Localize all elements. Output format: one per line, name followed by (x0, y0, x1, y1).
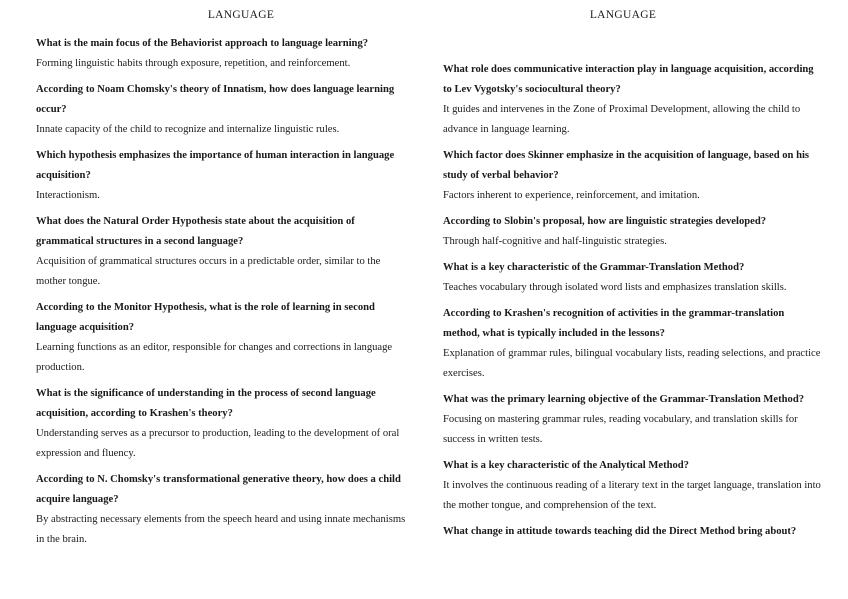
qa-item (36, 384, 408, 464)
answer: Through half-cognitive and half-linguistic strategies. (443, 236, 667, 247)
question: What was the primary learning objective of the Grammar-Translation Method? (443, 394, 805, 405)
right-qa-list (443, 60, 823, 542)
question: What is the main focus of the Behaviorist approach to language learning? (36, 38, 369, 49)
answer: It involves the continuous reading of a literary text in the target language, translation into the mother tongue, and comprehension of the text. (443, 480, 821, 511)
answer: It guides and intervenes in the Zone of Proximal Development, allowing the child to advance in language learning. (443, 104, 801, 135)
question: What is the significance of understanding in the process of second language acquisition, according to Krashen's theory? (36, 388, 376, 419)
question: According to Krashen's recognition of activities in the grammar-translation method, what is typically included in the lessons? (443, 308, 785, 339)
answer: Teaches vocabulary through isolated word lists and emphasizes translation skills. (443, 282, 787, 293)
answer: Forming linguistic habits through exposure, repetition, and reinforcement. (36, 58, 351, 69)
qa-item (443, 390, 823, 450)
qa-item (36, 34, 408, 74)
qa-item (443, 60, 823, 140)
qa-item (443, 258, 823, 298)
answer: Interactionism. (36, 190, 100, 201)
question: What change in attitude towards teaching did the Direct Method bring about? (443, 526, 797, 537)
qa-item (36, 212, 408, 292)
qa-item (443, 212, 823, 252)
answer: Learning functions as an editor, responsible for changes and corrections in language production. (36, 342, 393, 373)
qa-item (443, 522, 823, 542)
qa-item (36, 298, 408, 378)
answer: Acquisition of grammatical structures occurs in a predictable order, similar to the mother tongue. (36, 256, 381, 287)
answer: By abstracting necessary elements from the speech heard and using innate mechanisms in the brain. (36, 514, 406, 545)
right-column-title: LANGUAGE (589, 9, 657, 21)
question: What is a key characteristic of the Analytical Method? (443, 460, 689, 471)
question: According to N. Chomsky's transformational generative theory, how does a child acquire language? (36, 474, 401, 505)
question: According to Noam Chomsky's theory of Innatism, how does language learning occur? (36, 84, 395, 115)
answer: Explanation of grammar rules, bilingual vocabulary lists, reading selections, and practice exercises. (443, 348, 821, 379)
left-qa-list (36, 34, 408, 550)
answer: Factors inherent to experience, reinforcement, and imitation. (443, 190, 700, 201)
right-column (443, 0, 823, 548)
question: According to the Monitor Hypothesis, what is the role of learning in second language acquisition? (36, 302, 375, 333)
left-column (36, 0, 408, 556)
question: What is a key characteristic of the Grammar-Translation Method? (443, 262, 745, 273)
answer: Focusing on mastering grammar rules, reading vocabulary, and translation skills for success in written tests. (443, 414, 798, 445)
qa-item (36, 470, 408, 550)
question: According to Slobin's proposal, how are linguistic strategies developed? (443, 216, 767, 227)
answer: Understanding serves as a precursor to production, leading to the development of oral expression and fluency. (36, 428, 400, 459)
qa-item (36, 146, 408, 206)
qa-item (443, 456, 823, 516)
question: What role does communicative interaction play in language acquisition, according to Lev Vygotsky's sociocultural theory? (443, 64, 814, 95)
left-column-title: LANGUAGE (207, 9, 275, 21)
answer: Innate capacity of the child to recognize and internalize linguistic rules. (36, 124, 340, 135)
question: Which hypothesis emphasizes the importance of human interaction in language acquisition? (36, 150, 395, 181)
question: Which factor does Skinner emphasize in the acquisition of language, based on his study of verbal behavior? (443, 150, 810, 181)
qa-item (443, 304, 823, 384)
qa-item (36, 80, 408, 140)
question: What does the Natural Order Hypothesis state about the acquisition of grammatical structures in a second language? (36, 216, 355, 247)
qa-item (443, 146, 823, 206)
